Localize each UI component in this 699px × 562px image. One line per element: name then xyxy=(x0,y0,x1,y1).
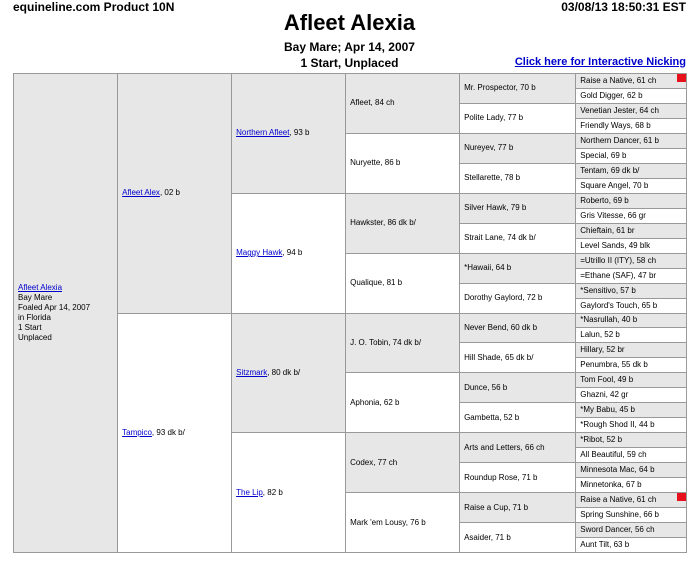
gen3-cell: Qualique, 81 b xyxy=(346,253,460,313)
gen5-cell: *Ribot, 52 b xyxy=(576,433,687,448)
gen4-cell: Mr. Prospector, 70 b xyxy=(460,74,576,104)
gen4-cell: Dorothy Gaylord, 72 b xyxy=(460,283,576,313)
gen2-link[interactable]: Sitzmark xyxy=(236,367,268,377)
gen3-cell: Aphonia, 62 b xyxy=(346,373,460,433)
gen2-cell xyxy=(232,313,346,433)
report-timestamp: 03/08/13 18:50:31 EST xyxy=(561,0,686,14)
gen2-info: , 94 b xyxy=(282,248,303,258)
subject-line: in Florida xyxy=(18,313,51,322)
gen5-cell: Minnetonka, 67 b xyxy=(576,478,687,493)
gen5-cell: Gaylord's Touch, 65 b xyxy=(576,298,687,313)
dam-link[interactable]: Tampico xyxy=(122,427,152,437)
gen5-cell: Square Angel, 70 b xyxy=(576,178,687,193)
gen4-cell: Nureyev, 77 b xyxy=(460,133,576,163)
gen2-cell xyxy=(232,193,346,313)
gen5-cell xyxy=(576,74,687,89)
gen5-cell: *Rough Shod II, 44 b xyxy=(576,418,687,433)
gen4-cell: Strait Lane, 74 dk b/ xyxy=(460,223,576,253)
gen5-cell: Sword Dancer, 56 ch xyxy=(576,523,687,538)
subject-cell xyxy=(14,74,118,553)
gen4-cell: *Hawaii, 64 b xyxy=(460,253,576,283)
gen4-cell: Gambetta, 52 b xyxy=(460,403,576,433)
gen4-cell: Roundup Rose, 71 b xyxy=(460,463,576,493)
gen5-cell: Tentam, 69 dk b/ xyxy=(576,163,687,178)
gen5-cell: =Utrillo II (ITY), 58 ch xyxy=(576,253,687,268)
gen5-cell: Venetian Jester, 64 ch xyxy=(576,103,687,118)
gen5-cell: Minnesota Mac, 64 b xyxy=(576,463,687,478)
gen3-cell: Codex, 77 ch xyxy=(346,433,460,493)
nick-marker-icon xyxy=(677,493,686,501)
gen5-cell: Friendly Ways, 68 b xyxy=(576,118,687,133)
gen3-cell: Nuryette, 86 b xyxy=(346,133,460,193)
gen2-link[interactable]: Maggy Hawk xyxy=(236,248,283,258)
gen5-cell: Hillary, 52 br xyxy=(576,343,687,358)
gen4-cell: Asaider, 71 b xyxy=(460,523,576,553)
gen5-cell: Northern Dancer, 61 b xyxy=(576,133,687,148)
gen5-cell: *My Babu, 45 b xyxy=(576,403,687,418)
gen5-cell: Tom Fool, 49 b xyxy=(576,373,687,388)
subject-line: 1 Start xyxy=(18,323,42,332)
gen2-link[interactable]: The Lip xyxy=(236,487,263,497)
gen5-cell: *Nasrullah, 40 b xyxy=(576,313,687,328)
gen5-cell: Gold Digger, 62 b xyxy=(576,88,687,103)
gen3-cell: Afleet, 84 ch xyxy=(346,74,460,134)
gen2-info: , 82 b xyxy=(262,487,283,497)
dam-info: , 93 dk b/ xyxy=(151,427,185,437)
gen4-cell: Stellarette, 78 b xyxy=(460,163,576,193)
gen4-cell: Arts and Letters, 66 ch xyxy=(460,433,576,463)
gen5-cell: Aunt Tilt, 63 b xyxy=(576,538,687,553)
subject-line: Foaled Apr 14, 2007 xyxy=(18,303,91,312)
gen5-cell: Gris Vitesse, 66 gr xyxy=(576,208,687,223)
gen5-cell: Ghazni, 42 gr xyxy=(576,388,687,403)
gen5-cell: Chieftain, 61 br xyxy=(576,223,687,238)
subject-line: Bay Mare xyxy=(18,293,53,302)
nick-marker-icon xyxy=(677,74,686,82)
sire-cell xyxy=(118,74,232,314)
gen2-cell xyxy=(232,74,346,194)
gen5-cell: Level Sands, 49 blk xyxy=(576,238,687,253)
subject-name-link[interactable]: Afleet Alexia xyxy=(18,283,63,292)
gen4-cell: Polite Lady, 77 b xyxy=(460,103,576,133)
gen5-cell: Lalun, 52 b xyxy=(576,328,687,343)
gen5-cell: Penumbra, 55 dk b xyxy=(576,358,687,373)
horse-description: Bay Mare; Apr 14, 2007 xyxy=(284,40,415,54)
gen2-link[interactable]: Northern Afleet xyxy=(236,128,290,138)
subject-line: Unplaced xyxy=(18,333,52,342)
gen4-cell: Never Bend, 60 dk b xyxy=(460,313,576,343)
gen4-cell: Raise a Cup, 71 b xyxy=(460,493,576,523)
race-record: 1 Start, Unplaced xyxy=(300,56,399,70)
sire-link[interactable]: Afleet Alex xyxy=(122,188,160,198)
gen5-label: Raise a Native, 61 ch xyxy=(580,75,657,85)
gen3-cell: Mark 'em Lousy, 76 b xyxy=(346,493,460,553)
gen5-cell: Spring Sunshine, 66 b xyxy=(576,508,687,523)
gen5-cell: *Sensitivo, 57 b xyxy=(576,283,687,298)
gen4-cell: Dunce, 56 b xyxy=(460,373,576,403)
gen2-cell xyxy=(232,433,346,553)
gen5-cell: =Ethane (SAF), 47 br xyxy=(576,268,687,283)
gen4-cell: Hill Shade, 65 dk b/ xyxy=(460,343,576,373)
pedigree-table xyxy=(13,73,687,553)
page-title: Afleet Alexia xyxy=(283,10,416,35)
gen5-label: Raise a Native, 61 ch xyxy=(580,495,657,505)
gen2-info: , 93 b xyxy=(289,128,310,138)
gen5-cell: All Beautiful, 59 ch xyxy=(576,448,687,463)
gen5-cell xyxy=(576,493,687,508)
gen3-cell: Hawkster, 86 dk b/ xyxy=(346,193,460,253)
gen2-info: , 80 dk b/ xyxy=(267,367,301,377)
site-product-label: equineline.com Product 10N xyxy=(13,0,175,14)
sire-info: , 02 b xyxy=(159,188,180,198)
dam-cell xyxy=(118,313,232,553)
interactive-nicking-link[interactable]: Click here for Interactive Nicking xyxy=(514,56,686,68)
gen5-cell: Special, 69 b xyxy=(576,148,687,163)
gen4-cell: Silver Hawk, 79 b xyxy=(460,193,576,223)
gen3-cell: J. O. Tobin, 74 dk b/ xyxy=(346,313,460,373)
gen5-cell: Roberto, 69 b xyxy=(576,193,687,208)
